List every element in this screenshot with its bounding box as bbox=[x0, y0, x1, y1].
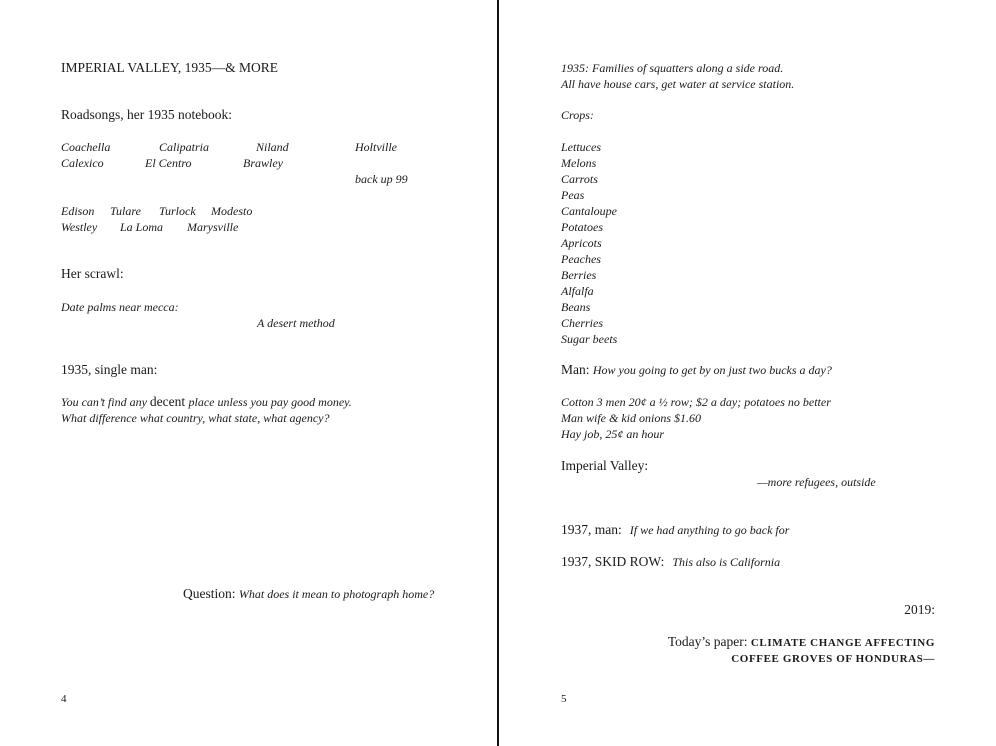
crop-item: Alfalfa bbox=[561, 284, 594, 298]
crop-item: Melons bbox=[561, 156, 597, 170]
crop-item: Peaches bbox=[561, 252, 601, 266]
headline-line-2: COFFEE GROVES OF HONDURAS— bbox=[731, 653, 935, 665]
skid-row-line bbox=[561, 554, 780, 570]
refugees-note: —more refugees, outside bbox=[757, 475, 876, 489]
crop-item: Sugar beets bbox=[561, 332, 618, 346]
place-coachella: Coachella bbox=[61, 140, 111, 154]
question-label: Question: bbox=[183, 586, 239, 601]
wage-line: Hay job, 25¢ an hour bbox=[561, 427, 664, 441]
man-1937-text: If we had anything to go back for bbox=[629, 523, 790, 537]
intro-line-2: All have house cars, get water at service station. bbox=[561, 77, 795, 91]
scrawl-label: Her scrawl: bbox=[61, 266, 124, 281]
page-title: IMPERIAL VALLEY, 1935—& MORE bbox=[61, 60, 279, 75]
crop-item: Cherries bbox=[561, 316, 603, 330]
crops-label: Crops: bbox=[561, 108, 594, 122]
crop-item: Cantaloupe bbox=[561, 204, 617, 218]
place-edison: Edison bbox=[61, 204, 95, 218]
question-text: What does it mean to photograph home? bbox=[238, 587, 435, 601]
paper-label: Today’s paper: bbox=[667, 634, 751, 649]
places-note: back up 99 bbox=[355, 172, 408, 186]
place-el-centro: El Centro bbox=[145, 156, 192, 170]
left-page bbox=[0, 0, 497, 746]
place-calexico: Calexico bbox=[61, 156, 104, 170]
imperial-valley-label: Imperial Valley: bbox=[561, 458, 649, 473]
man-question: How you going to get by on just two bucks a day? bbox=[592, 363, 832, 377]
question-line bbox=[183, 586, 434, 602]
headline-line-1: CLIMATE CHANGE AFFECTING bbox=[750, 637, 935, 649]
wage-line: Cotton 3 men 20¢ a ½ row; $2 a day; potatoes no better bbox=[561, 395, 831, 409]
crop-item: Lettuces bbox=[561, 140, 601, 154]
crop-item: Beans bbox=[561, 300, 591, 314]
man-label: Man: bbox=[561, 362, 593, 377]
wage-line: Man wife & kid onions $1.60 bbox=[561, 411, 701, 425]
book-spine bbox=[497, 0, 499, 746]
single-man-label: 1935, single man: bbox=[61, 362, 158, 377]
place-holtville: Holtville bbox=[355, 140, 397, 154]
place-tulare: Tulare bbox=[110, 204, 141, 218]
page-number-right: 5 bbox=[561, 693, 567, 705]
skid-row-text: This also is California bbox=[672, 555, 781, 569]
place-modesto: Modesto bbox=[211, 204, 253, 218]
scrawl-note: A desert method bbox=[257, 316, 335, 330]
man-1937-line bbox=[561, 522, 789, 538]
man-line bbox=[561, 362, 832, 378]
quote-line-1 bbox=[61, 394, 352, 410]
crop-item: Apricots bbox=[561, 236, 602, 250]
quote-line-1-decent: decent bbox=[149, 394, 189, 409]
crop-item: Berries bbox=[561, 268, 597, 282]
crop-item: Carrots bbox=[561, 172, 598, 186]
crop-item: Peas bbox=[561, 188, 585, 202]
place-la-loma: La Loma bbox=[120, 220, 164, 234]
man-1937-label: 1937, man: bbox=[561, 522, 622, 537]
place-calipatria: Calipatria bbox=[159, 140, 210, 154]
roadsongs-label: Roadsongs, her 1935 notebook: bbox=[61, 107, 232, 122]
place-brawley: Brawley bbox=[243, 156, 283, 170]
year-label: 2019: bbox=[904, 602, 935, 617]
intro-line-1: 1935: Families of squatters along a side road. bbox=[561, 61, 784, 75]
quote-line-2: What difference what country, what state, what agency? bbox=[61, 411, 330, 425]
place-turlock: Turlock bbox=[159, 204, 196, 218]
quote-line-1-end: place unless you pay good money. bbox=[188, 395, 352, 409]
place-marysville: Marysville bbox=[187, 220, 239, 234]
page-number-left: 4 bbox=[61, 693, 67, 705]
right-page bbox=[500, 0, 996, 746]
crop-item: Potatoes bbox=[561, 220, 603, 234]
skid-row-label: 1937, SKID ROW: bbox=[561, 554, 665, 569]
scrawl-line: Date palms near mecca: bbox=[61, 300, 179, 314]
paper-line bbox=[668, 634, 935, 651]
place-niland: Niland bbox=[256, 140, 289, 154]
quote-line-1-start: You can’t find any bbox=[61, 395, 150, 409]
place-westley: Westley bbox=[61, 220, 98, 234]
